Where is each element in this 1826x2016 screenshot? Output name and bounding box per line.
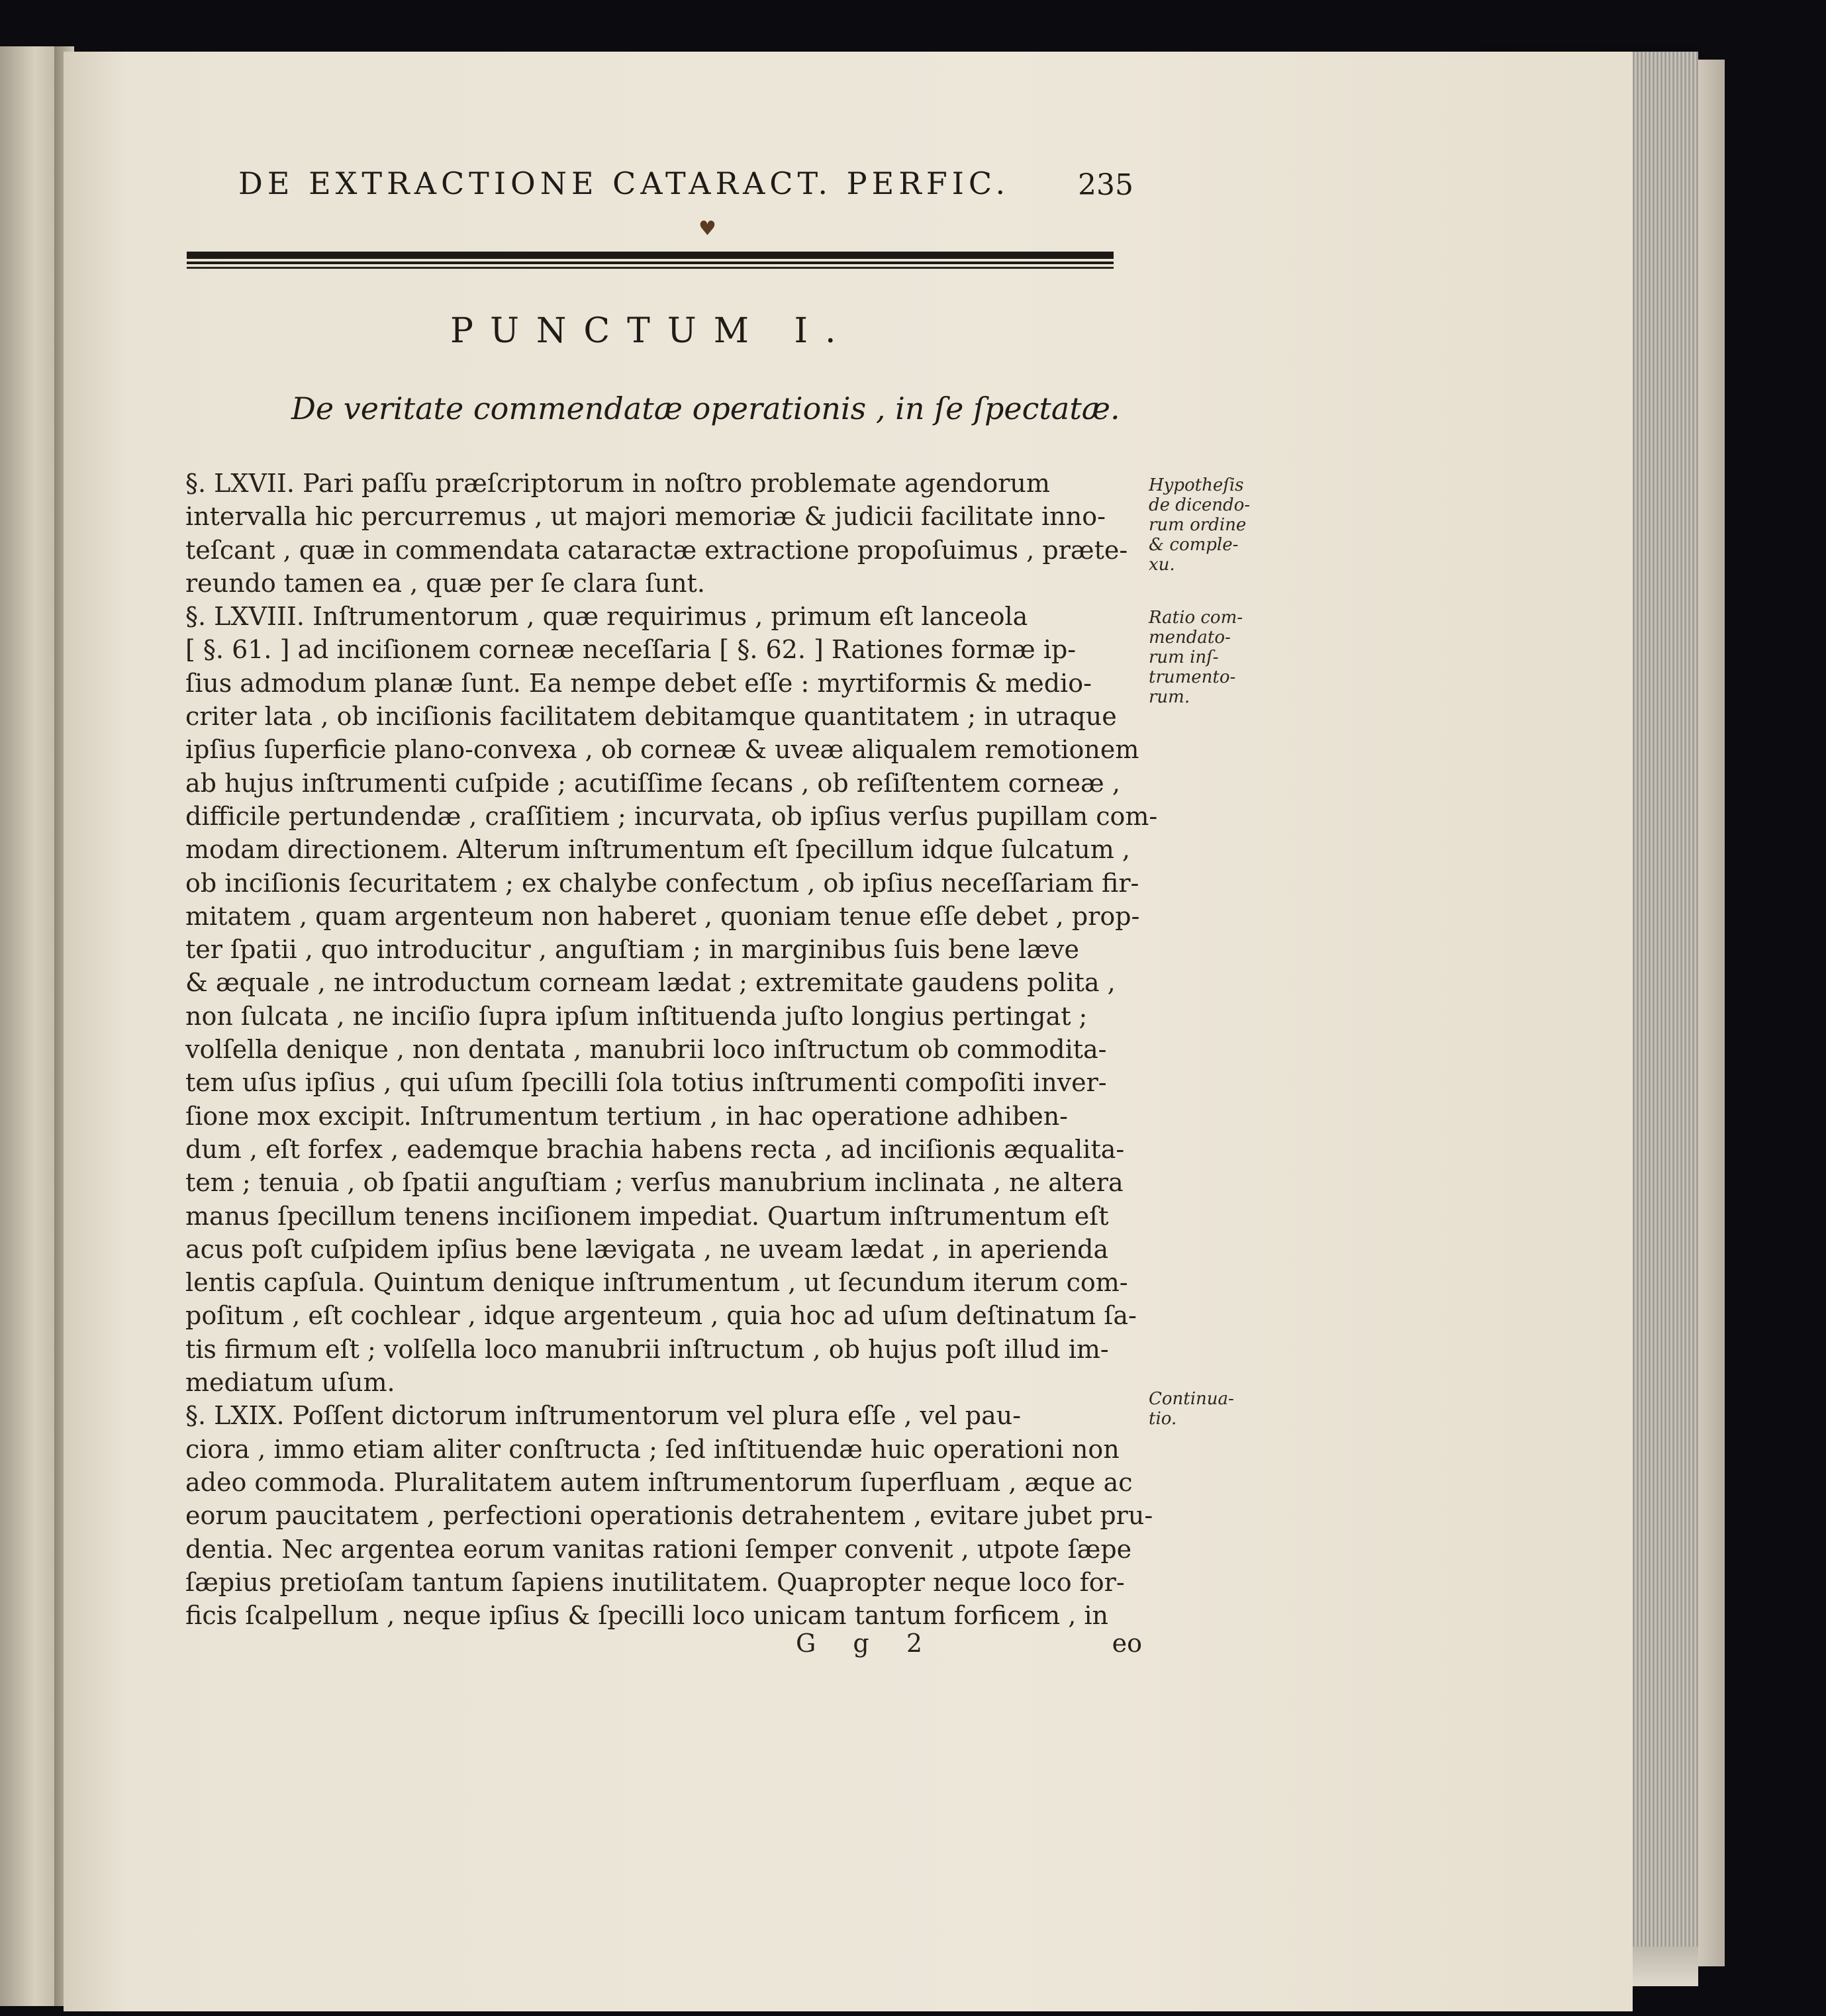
text-line: manus ſpecillum tenens inciſionem impediat. Quartum inſtrumentum eſt <box>185 1201 1109 1231</box>
running-head <box>238 166 1159 201</box>
text-line: tem ; tenuia , ob ſpatii anguſtiam ; verſus manubrium inclinata , ne altera <box>185 1168 1124 1198</box>
marginal-note-line: & comple- <box>1149 535 1239 555</box>
text-line: adeo commoda. Pluralitatem autem inſtrumentorum ſuperfluam , æque ac <box>185 1467 1133 1497</box>
text-line: ſæpius pretioſam tantum ſapiens inutilitatem. Quapropter neque loco for- <box>185 1567 1125 1597</box>
text-line: tis firmum eſt ; volſella loco manubrii inſtructum , ob hujus poſt illud im- <box>185 1334 1109 1364</box>
text-line: ipſius ſuperficie plano-convexa , ob corneæ & uveæ aliqualem remotionem <box>185 735 1139 765</box>
text-line: ſius admodum planæ ſunt. Ea nempe debet eſſe : myrtiformis & medio- <box>185 668 1092 698</box>
marginal-note-line: mendato- <box>1149 628 1231 648</box>
marginal-note-line: Hypotheſis <box>1149 475 1244 495</box>
marginal-note <box>1149 475 1288 575</box>
text-line: modam directionem. Alterum inſtrumentum eſt ſpecillum idque ſulcatum , <box>185 835 1130 865</box>
marginal-note-line: Continua- <box>1149 1389 1234 1409</box>
marginal-note-line: tio. <box>1149 1409 1177 1429</box>
text-line: intervalla hic percurremus , ut majori memoriæ & judicii facilitate inno- <box>185 502 1106 532</box>
text-line: mediatum uſum. <box>185 1368 395 1398</box>
text-line: & æquale , ne introductum corneam lædat ; extremitate gaudens polita , <box>185 968 1116 998</box>
marginal-note-line: Ratio com- <box>1149 608 1243 628</box>
book-cover-edge <box>1698 60 1725 1966</box>
marginal-note <box>1149 1389 1288 1429</box>
text-line: reundo tamen ea , quæ per ſe clara ſunt. <box>185 568 705 598</box>
text-line: poſitum , eſt cochlear , idque argenteum , quia hoc ad uſum deſtinatum ſa- <box>185 1301 1137 1331</box>
marginal-note-line: de dicendo- <box>1149 495 1251 515</box>
text-line: [ §. 61. ] ad inciſionem corneæ neceſſaria [ §. 62. ] Rationes formæ ip- <box>185 635 1077 665</box>
text-line: acus poſt cuſpidem ipſius bene lævigata , ne uveam lædat , in aperienda <box>185 1234 1109 1264</box>
text-line: ob inciſionis ſecuritatem ; ex chalybe confectum , ob ipſius neceſſariam fir- <box>185 868 1139 898</box>
text-line: dentia. Nec argentea eorum vanitas rationi ſemper convenit , utpote ſæpe <box>185 1534 1132 1564</box>
text-line: lentis capſula. Quintum denique inſtrumentum , ut ſecundum iterum com- <box>185 1268 1128 1298</box>
header-rule-thin <box>187 262 1114 264</box>
section-subtitle: De veritate commendatæ operationis , in ſe ſpectatæ. <box>291 391 1120 426</box>
text-line: difficile pertundendæ , craſſitiem ; incurvata, ob ipſius verſus pupillam com- <box>185 801 1158 831</box>
catchword: eo <box>1112 1629 1142 1658</box>
marginal-note-line: xu. <box>1149 555 1175 575</box>
text-line: §. LXVIII. Inſtrumentorum , quæ requirimus , primum eſt lanceola <box>185 602 1028 632</box>
text-line: ſione mox excipit. Inſtrumentum tertium , in hac operatione adhiben- <box>185 1101 1069 1131</box>
page-number: 235 <box>1078 168 1133 202</box>
marginal-note-line: trumento- <box>1149 667 1236 687</box>
text-line: mitatem , quam argenteum non haberet , quoniam tenue eſſe debet , prop- <box>185 901 1140 931</box>
text-line: teſcant , quæ in commendata cataractæ extractione propoſuimus , præte- <box>185 535 1128 565</box>
text-line: eorum paucitatem , perfectioni operationis detrahentem , evitare jubet pru- <box>185 1501 1153 1531</box>
text-line: tem uſus ipſius , qui uſum ſpecilli ſola totius inſtrumenti compoſiti inver- <box>185 1068 1107 1098</box>
page-footer <box>185 1629 1142 1663</box>
text-line: dum , eſt forfex , eademque brachia habens recta , ad inciſionis æqualita- <box>185 1134 1125 1164</box>
marginal-note <box>1149 608 1288 707</box>
text-line: criter lata , ob inciſionis facilitatem debitamque quantitatem ; in utraque <box>185 702 1117 732</box>
marginal-note-line: rum inſ- <box>1149 648 1219 667</box>
text-line: non ſulcata , ne inciſio ſupra ipſum inſtituenda juſto longius pertingat ; <box>185 1001 1088 1031</box>
body-text <box>185 467 1158 1632</box>
text-line: ciora , immo etiam aliter conſtructa ; ſed inſtituendæ huic operationi non <box>185 1434 1120 1464</box>
section-title: PUNCTUM I. <box>450 311 853 351</box>
text-line: ab hujus inſtrumenti cuſpide ; acutiſſime ſecans , ob reſiſtentem corneæ , <box>185 768 1120 798</box>
text-line: ficis ſcalpellum , neque ipſius & ſpecilli loco unicam tantum forficem , in <box>185 1601 1109 1631</box>
text-line: §. LXIX. Poſſent dictorum inſtrumentorum vel plura eſſe , vel pau- <box>185 1401 1022 1431</box>
text-line: ter ſpatii , quo introducitur , anguſtiam ; in marginibus ſuis bene læve <box>185 935 1080 965</box>
text-line: §. LXVII. Pari paſſu præſcriptorum in noſtro problemate agendorum <box>185 469 1050 498</box>
text-line: volſella denique , non dentata , manubrii loco inſtructum ob commodita- <box>185 1035 1107 1065</box>
marginal-note-line: rum. <box>1149 687 1190 707</box>
marginal-note-line: rum ordine <box>1149 515 1247 535</box>
running-head-title: DE EXTRACTIONE CATARACT. PERFIC. <box>238 166 1010 201</box>
header-rule-thin-lower <box>187 267 1114 269</box>
signature-mark: G g 2 <box>796 1629 937 1658</box>
header-rule <box>187 252 1114 259</box>
ornament-icon: ♥ <box>698 217 716 240</box>
